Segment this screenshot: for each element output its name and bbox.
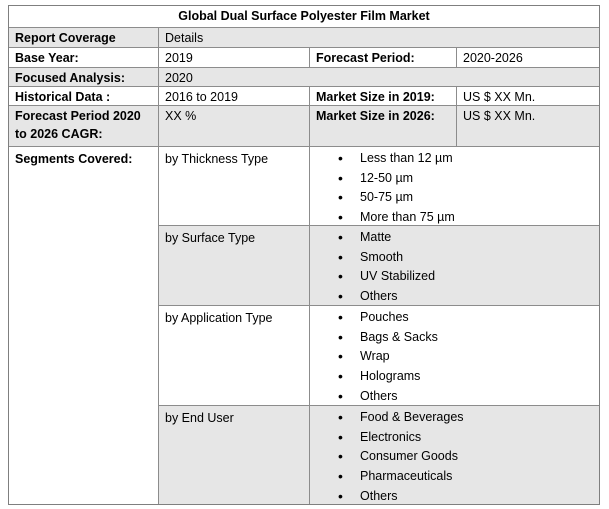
segment-items-list (310, 226, 599, 305)
list-item: • Wrap (310, 347, 599, 367)
segment-items-list (310, 406, 599, 504)
row-divider (9, 47, 599, 48)
list-item: • UV Stabilized (310, 267, 599, 287)
list-item: • Matte (310, 228, 599, 248)
forecast-cagr-label: Forecast Period 2020 to 2026 CAGR: (9, 106, 158, 146)
bullet-icon: • (338, 309, 343, 325)
list-item: • Electronics (310, 428, 599, 448)
bullet-icon: • (338, 387, 343, 404)
list-item: • More than 75 µm (310, 208, 599, 225)
bullet-icon: • (338, 348, 343, 365)
column-divider (309, 86, 310, 504)
segment-group-name: by Application Type (165, 311, 273, 325)
column-divider (158, 27, 159, 504)
historical-data-label: Historical Data : (15, 90, 111, 104)
bullet-icon: • (338, 229, 343, 245)
row-divider (9, 86, 599, 87)
column-divider (456, 86, 457, 146)
table-title: Global Dual Surface Polyester Film Market (178, 9, 430, 23)
historical-data-value: 2016 to 2019 (165, 90, 238, 104)
bullet-icon: • (338, 150, 343, 166)
bullet-icon: • (338, 328, 343, 345)
list-item: • Others (310, 487, 599, 504)
list-item: • Pouches (310, 308, 599, 328)
bullet-icon: • (338, 288, 343, 305)
list-item: • Others (310, 387, 599, 405)
bullet-icon: • (338, 169, 343, 186)
segment-group-name: by Thickness Type (165, 152, 269, 166)
segment-group-name: by End User (159, 406, 309, 504)
bullet-icon: • (338, 487, 343, 504)
segment-group-name: by Surface Type (159, 226, 309, 305)
bullet-icon: • (338, 409, 343, 425)
list-item: • Less than 12 µm (310, 149, 599, 169)
list-item: • Holograms (310, 367, 599, 387)
row-divider (9, 67, 599, 68)
list-item: • Food & Beverages (310, 408, 599, 428)
column-divider (456, 47, 457, 67)
row-divider (9, 105, 599, 106)
bullet-icon: • (338, 209, 343, 225)
list-item: • Consumer Goods (310, 447, 599, 467)
bullet-icon: • (338, 428, 343, 445)
bullet-icon: • (338, 248, 343, 265)
row-divider (9, 146, 599, 147)
market-size-2026-label: Market Size in 2026: (310, 106, 456, 146)
bullet-icon: • (338, 189, 343, 206)
row-divider (159, 225, 599, 226)
base-year-label: Base Year: (15, 51, 79, 65)
report-coverage-value: Details (159, 28, 599, 47)
list-item: • 12-50 µm (310, 169, 599, 189)
row-divider (9, 27, 599, 28)
forecast-period-label: Forecast Period: (316, 51, 415, 65)
forecast-cagr-value: XX % (159, 106, 309, 146)
list-item: • Others (310, 287, 599, 305)
list-item: • Bags & Sacks (310, 328, 599, 348)
market-size-2019-value: US $ XX Mn. (463, 90, 536, 104)
market-size-2026-value: US $ XX Mn. (457, 106, 599, 146)
focused-analysis-label: Focused Analysis: (9, 68, 158, 86)
market-size-2019-label: Market Size in 2019: (316, 90, 435, 104)
market-report-table (8, 5, 600, 505)
bullet-icon: • (338, 468, 343, 485)
list-item: • Pharmaceuticals (310, 467, 599, 487)
forecast-period-value: 2020-2026 (463, 51, 523, 65)
segments-covered-label: Segments Covered: (15, 152, 133, 166)
segment-items-list (310, 147, 599, 225)
base-year-value: 2019 (165, 51, 193, 65)
bullet-icon: • (338, 268, 343, 285)
bullet-icon: • (338, 368, 343, 385)
column-divider (309, 47, 310, 67)
row-divider (159, 305, 599, 306)
list-item: • Smooth (310, 248, 599, 268)
segment-items-list (310, 306, 599, 405)
list-item: • 50-75 µm (310, 188, 599, 208)
report-coverage-label: Report Coverage (9, 28, 158, 47)
bullet-icon: • (338, 448, 343, 465)
row-divider (159, 405, 599, 406)
focused-analysis-value: 2020 (159, 68, 599, 86)
